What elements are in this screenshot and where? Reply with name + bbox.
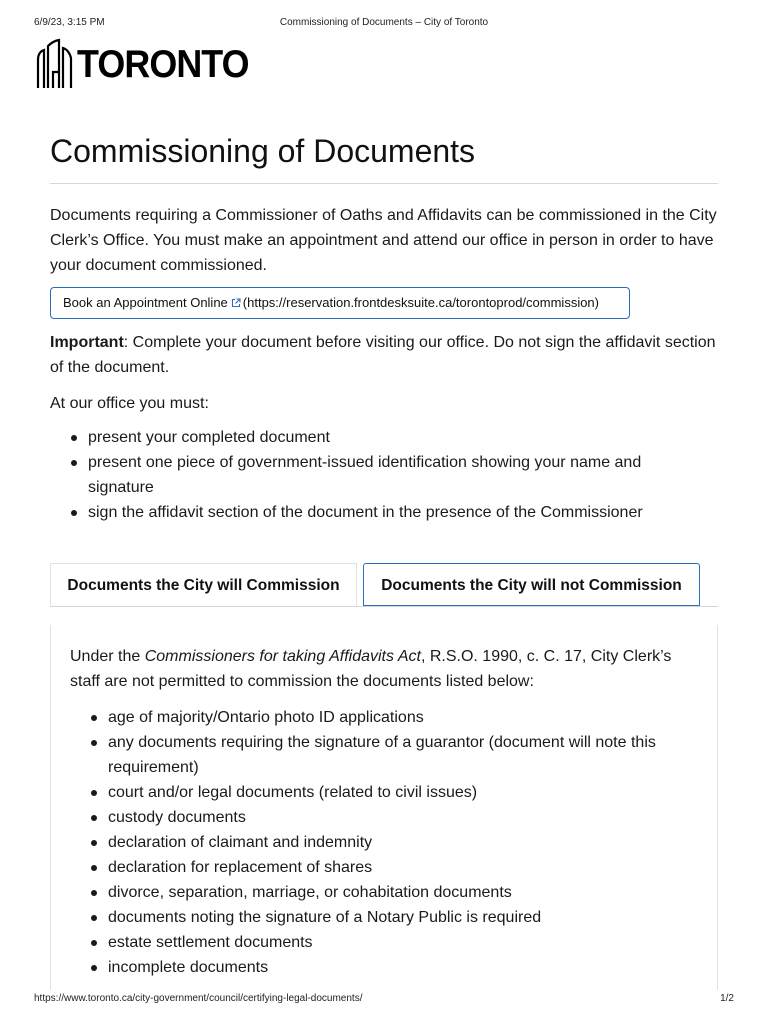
list-item: incomplete documents [70, 955, 700, 980]
book-appointment-link[interactable] [50, 287, 630, 319]
act-name: Commissioners for taking Affidavits Act [144, 648, 421, 665]
list-item: sign the affidavit section of the document in the presence of the Commissioner [50, 500, 700, 525]
list-item: present one piece of government-issued identification showing your name and signature [50, 450, 700, 500]
print-datetime: 6/9/23, 3:15 PM [34, 17, 105, 28]
city-hall-towers-icon [36, 38, 74, 90]
title-divider [50, 183, 718, 184]
print-header [0, 17, 768, 31]
tab-will-not-commission[interactable]: Documents the City will not Commission [363, 563, 700, 606]
logo-wordmark: TORONTO [77, 42, 249, 86]
list-item: documents noting the signature of a Notary Public is required [70, 905, 700, 930]
list-item: divorce, separation, marriage, or cohabitation documents [70, 880, 700, 905]
list-item: present your completed document [50, 425, 700, 450]
office-requirements-intro: At our office you must: [50, 395, 209, 412]
print-document-title: Commissioning of Documents – City of Toronto [279, 17, 489, 28]
intro-paragraph: Documents requiring a Commissioner of Oaths and Affidavits can be commissioned in the City Clerk’s Office. You must make an appointment and attend our office in person in order to have your document commissioned. [50, 207, 717, 274]
list-item: custody documents [70, 805, 700, 830]
list-item: estate settlement documents [70, 930, 700, 955]
tab-panel-will-not-commission [50, 625, 718, 990]
print-page-count: 1/2 [720, 993, 734, 1004]
panel-intro-prefix: Under the [70, 648, 145, 665]
list-item: age of majority/Ontario photo ID applications [70, 705, 700, 730]
page-title: Commissioning of Documents [50, 133, 476, 169]
panel-intro [70, 644, 690, 694]
important-notice [50, 330, 720, 380]
external-link-icon [231, 298, 241, 308]
book-appointment-label: Book an Appointment Online [63, 295, 228, 310]
print-footer [0, 993, 768, 1007]
panel-intro-suffix: , R.S.O. 1990, c. C. 17, City Clerk’s staff are not permitted to commission the documents listed below: [70, 648, 672, 690]
important-label: Important [50, 334, 124, 351]
list-item: any documents requiring the signature of a guarantor (document will note this requirement) [70, 730, 700, 780]
list-item: declaration for replacement of shares [70, 855, 700, 880]
office-requirements-list [50, 425, 700, 525]
city-of-toronto-logo[interactable] [36, 37, 264, 91]
list-item: court and/or legal documents (related to civil issues) [70, 780, 700, 805]
tab-will-commission[interactable]: Documents the City will Commission [50, 563, 357, 606]
book-appointment-url: (https://reservation.frontdesksuite.ca/torontoprod/commission) [242, 295, 599, 310]
not-commissioned-list [70, 705, 700, 980]
important-text: : Complete your document before visiting our office. Do not sign the affidavit section of the document. [50, 334, 716, 376]
print-page-url: https://www.toronto.ca/city-government/council/certifying-legal-documents/ [34, 993, 363, 1004]
list-item: declaration of claimant and indemnity [70, 830, 700, 855]
